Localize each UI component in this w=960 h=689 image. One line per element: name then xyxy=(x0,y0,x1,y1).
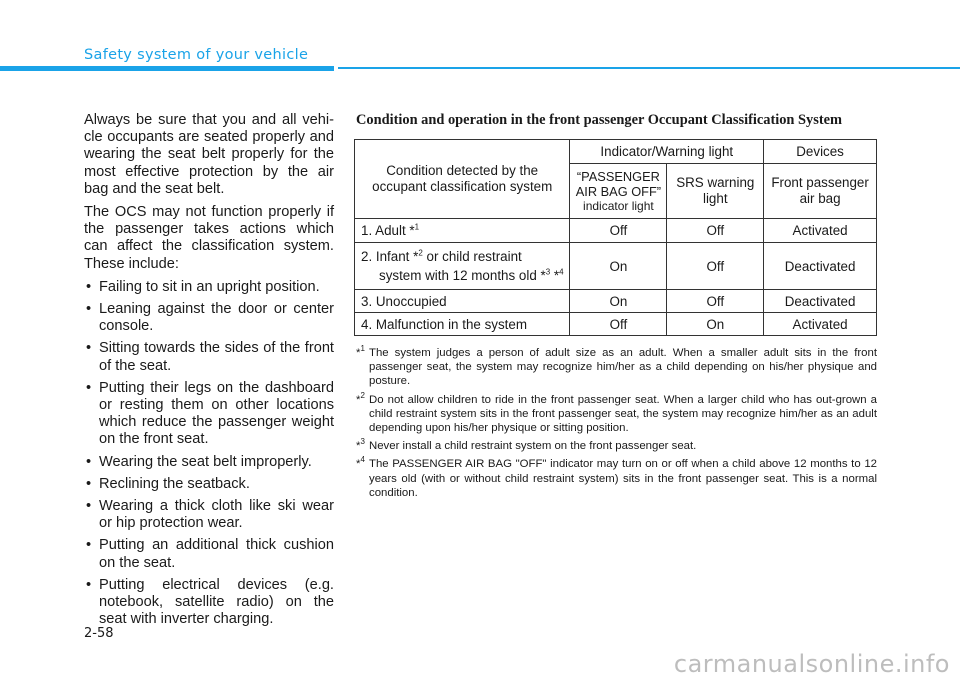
list-item: • Reclining the seatback. xyxy=(86,475,250,492)
ocs-table xyxy=(354,139,877,336)
bullet-icon: • xyxy=(86,301,92,318)
list-item: • Putting electrical devices (e.g. notebook, satellite radio) on the seat with inverter charging. xyxy=(86,576,334,628)
section-title: Safety system of your vehicle xyxy=(84,47,309,63)
table-row xyxy=(355,313,877,336)
bullet-icon: • xyxy=(86,278,92,295)
list-item: • Failing to sit in an upright position. xyxy=(86,278,320,295)
passenger-cell: Off xyxy=(570,219,667,243)
footnote: *$^4$ The PASSENGER AIR BAG "OFF" indicator may turn on or off when a child above 12 months to 12 years old (with or without child restraint system) sits in the front passenger seat. This is a normal condition. xyxy=(356,455,877,499)
device-cell: Activated xyxy=(764,313,877,336)
footnote: *$^1$ The system judges a person of adult size as an adult. When a smaller adult sits in the front passenger seat, the system may recognize him/her as a child depending on his/her physique and posture. xyxy=(356,344,877,388)
bullet-icon: • xyxy=(86,498,92,515)
bullet-icon: • xyxy=(86,379,92,396)
footnote: *$^3$ Never install a child restraint system on the front passenger seat. xyxy=(356,437,697,453)
srs-cell: Off xyxy=(667,243,764,290)
list-item: • Putting an additional thick cushion on the seat. xyxy=(86,537,334,571)
header-devices: Devices xyxy=(764,140,877,164)
condition-cell: 3. Unoccupied xyxy=(355,290,570,313)
bullet-list xyxy=(84,279,334,629)
bullet-icon: • xyxy=(86,340,92,357)
watermark: carmanualsonline.info xyxy=(673,650,950,678)
device-cell: Deactivated xyxy=(764,290,877,313)
device-cell: Deactivated xyxy=(764,243,877,290)
list-item: • Wearing the seat belt improperly. xyxy=(86,453,312,470)
table-row xyxy=(355,219,877,243)
header-condition: Condition detected by the occupant classification system xyxy=(355,140,570,219)
table-row xyxy=(355,243,877,290)
bullet-icon: • xyxy=(86,537,92,554)
footnotes xyxy=(356,346,877,504)
list-item: • Leaning against the door or center console. xyxy=(86,301,334,335)
subheader-front-airbag: Front passenger air bag xyxy=(764,164,877,219)
intro-paragraph: Always be sure that you and all vehi-cle occupants are seated properly and wearing the seat belt properly for the most effective protection by the air bag and the seat belt. xyxy=(84,112,334,197)
header-bar xyxy=(0,66,334,71)
list-item: • Sitting towards the sides of the front of the seat. xyxy=(86,340,334,374)
srs-cell: On xyxy=(667,313,764,336)
subheader-passenger-airbag-off: “PASSENGER AIR BAG OFF” indicator light xyxy=(570,164,667,219)
passenger-cell: On xyxy=(570,243,667,290)
page-number: 2-58 xyxy=(84,626,114,641)
list-item: • Wearing a thick cloth like ski wear or hip protection wear. xyxy=(86,498,334,532)
list-item: • Putting their legs on the dashboard or resting them on other locations which reduce the passenger weight on the front seat. xyxy=(86,379,334,448)
passenger-cell: On xyxy=(570,290,667,313)
footnote: *$^2$ Do not allow children to ride in the front passenger seat. When a larger child who has out-grown a child restraint system sits in the front passenger seat, the system may recognize him/her as an adult depending upon his/her physique or sitting position. xyxy=(356,390,877,435)
bullet-icon: • xyxy=(86,475,92,492)
srs-cell: Off xyxy=(667,219,764,243)
left-column xyxy=(84,112,334,633)
condition-cell: 1. Adult *$^1$ xyxy=(355,219,570,243)
bullet-icon: • xyxy=(86,453,92,470)
passenger-cell: Off xyxy=(570,313,667,336)
bullet-icon: • xyxy=(86,576,92,593)
table-title: Condition and operation in the front passenger Occupant Classification System xyxy=(356,112,842,128)
header-indicator: Indicator/Warning light xyxy=(570,140,764,164)
ocs-paragraph: The OCS may not function properly if the passenger takes actions which can affect the classification system. These include: xyxy=(84,204,334,272)
table-row xyxy=(355,290,877,313)
subheader-srs: SRS warning light xyxy=(667,164,764,219)
header-rule xyxy=(338,67,960,69)
srs-cell: Off xyxy=(667,290,764,313)
condition-cell: 2. Infant *$^2$ or child restraint system with 12 months old *$^3$ *$^4$ xyxy=(355,243,570,290)
condition-cell: 4. Malfunction in the system xyxy=(355,313,570,336)
device-cell: Activated xyxy=(764,219,877,243)
